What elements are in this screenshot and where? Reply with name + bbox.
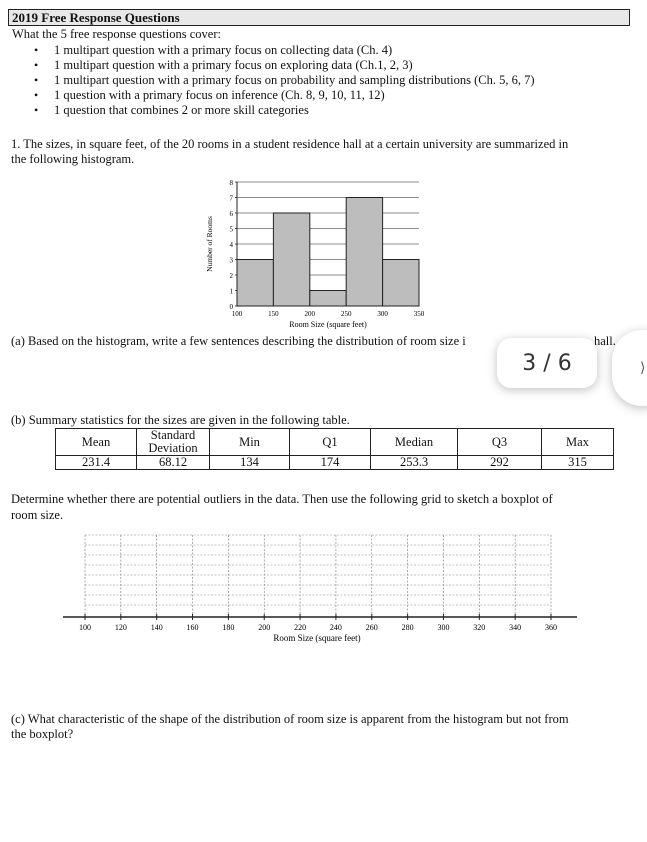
bullet-icon: • bbox=[34, 58, 39, 72]
part-c-line-2: the boxplot? bbox=[11, 727, 74, 741]
table-header-cell: Mean bbox=[56, 429, 137, 456]
question-1-line-1: 1. The sizes, in square feet, of the 20 rooms in a student residence hall at a certain university are summarized in bbox=[11, 137, 569, 151]
y-tick-label: 4 bbox=[229, 241, 233, 249]
axis-tick-label: 160 bbox=[186, 623, 199, 632]
list-item: 1 multipart question with a primary focus on collecting data (Ch. 4) bbox=[54, 43, 393, 57]
list-item: 1 question with a primary focus on inference (Ch. 8, 9, 10, 11, 12) bbox=[54, 88, 385, 102]
y-tick-label: 5 bbox=[229, 225, 233, 234]
axis-tick-label: 220 bbox=[294, 623, 307, 632]
histogram-x-axis-label: Room Size (square feet) bbox=[289, 320, 367, 329]
x-tick-label: 150 bbox=[268, 310, 279, 318]
histogram-chart bbox=[195, 172, 435, 332]
cover-intro: What the 5 free response questions cover: bbox=[12, 27, 221, 41]
histogram-bar bbox=[346, 198, 382, 307]
histogram-bar bbox=[310, 291, 346, 307]
summary-statistics-table bbox=[55, 428, 614, 470]
part-b-instruction-line-2: room size. bbox=[11, 508, 64, 522]
y-tick-label: 6 bbox=[229, 210, 233, 218]
page-indicator: 3 / 6 bbox=[497, 338, 597, 388]
axis-tick-label: 200 bbox=[258, 623, 271, 632]
chevron-icon: ⟩ bbox=[640, 360, 646, 376]
table-header-cell: Q1 bbox=[290, 429, 371, 456]
axis-tick-label: 280 bbox=[401, 623, 414, 632]
table-cell: 292 bbox=[458, 456, 542, 470]
table-cell: 174 bbox=[290, 456, 371, 470]
histogram-y-axis-label: Number of Rooms bbox=[205, 216, 214, 272]
list-item: 1 multipart question with a primary focus on exploring data (Ch.1, 2, 3) bbox=[54, 58, 413, 72]
table-row bbox=[56, 456, 614, 470]
x-tick-label: 250 bbox=[340, 310, 352, 318]
boxplot-axis-label: Room Size (square feet) bbox=[273, 633, 361, 643]
x-tick-label: 300 bbox=[377, 310, 388, 318]
y-tick-label: 7 bbox=[229, 194, 233, 203]
y-tick-label: 3 bbox=[229, 256, 233, 265]
table-cell: 68.12 bbox=[137, 456, 210, 470]
histogram-bar bbox=[383, 260, 419, 307]
table-cell: 253.3 bbox=[371, 456, 458, 470]
bullet-icon: • bbox=[34, 88, 39, 102]
histogram-bar bbox=[273, 213, 309, 306]
axis-tick-label: 240 bbox=[329, 623, 342, 632]
part-a-tail: hall. bbox=[594, 334, 616, 348]
bullet-icon: • bbox=[34, 43, 39, 57]
histogram-bar bbox=[237, 260, 273, 307]
table-cell: 315 bbox=[542, 456, 614, 470]
table-header-row bbox=[56, 429, 614, 456]
part-c-line-1: (c) What characteristic of the shape of the distribution of room size is apparent from the histogram but not from bbox=[11, 712, 569, 726]
list-item: 1 multipart question with a primary focus on probability and sampling distributions (Ch. 5, 6, 7) bbox=[54, 73, 535, 87]
part-b-intro: (b) Summary statistics for the sizes are given in the following table. bbox=[11, 413, 350, 427]
axis-tick-label: 120 bbox=[114, 623, 127, 632]
y-tick-label: 8 bbox=[229, 179, 233, 187]
axis-tick-label: 360 bbox=[545, 623, 557, 632]
bullet-icon: • bbox=[34, 73, 39, 87]
x-tick-label: 100 bbox=[231, 310, 243, 318]
axis-tick-label: 180 bbox=[222, 623, 235, 632]
axis-tick-label: 340 bbox=[509, 623, 522, 632]
boxplot-grid[interactable] bbox=[55, 532, 585, 647]
table-header-cell: Median bbox=[371, 429, 458, 456]
axis-tick-label: 320 bbox=[473, 623, 486, 632]
x-tick-label: 200 bbox=[304, 310, 316, 318]
table-header-cell: Standard Deviation bbox=[137, 429, 210, 456]
y-tick-label: 0 bbox=[229, 303, 233, 311]
table-header-cell: Q3 bbox=[458, 429, 542, 456]
question-1-line-2: the following histogram. bbox=[11, 152, 135, 166]
y-tick-label: 2 bbox=[229, 272, 233, 280]
list-item: 1 question that combines 2 or more skill categories bbox=[54, 103, 309, 117]
x-tick-label: 350 bbox=[413, 310, 425, 318]
table-cell: 231.4 bbox=[56, 456, 137, 470]
y-tick-label: 1 bbox=[229, 287, 233, 296]
axis-tick-label: 140 bbox=[150, 623, 163, 632]
table-header-cell: Min bbox=[210, 429, 290, 456]
table-cell: 134 bbox=[210, 456, 290, 470]
part-b-instruction-line-1: Determine whether there are potential outliers in the data. Then use the following grid to sketch a boxplot of bbox=[11, 492, 553, 506]
table-header-cell: Max bbox=[542, 429, 614, 456]
part-a-question: (a) Based on the histogram, write a few sentences describing the distribution of room size i bbox=[11, 334, 466, 348]
bullet-icon: • bbox=[34, 103, 39, 117]
axis-tick-label: 300 bbox=[437, 623, 450, 632]
axis-tick-label: 260 bbox=[365, 623, 378, 632]
axis-tick-label: 100 bbox=[79, 623, 91, 632]
page-title: 2019 Free Response Questions bbox=[12, 10, 180, 25]
